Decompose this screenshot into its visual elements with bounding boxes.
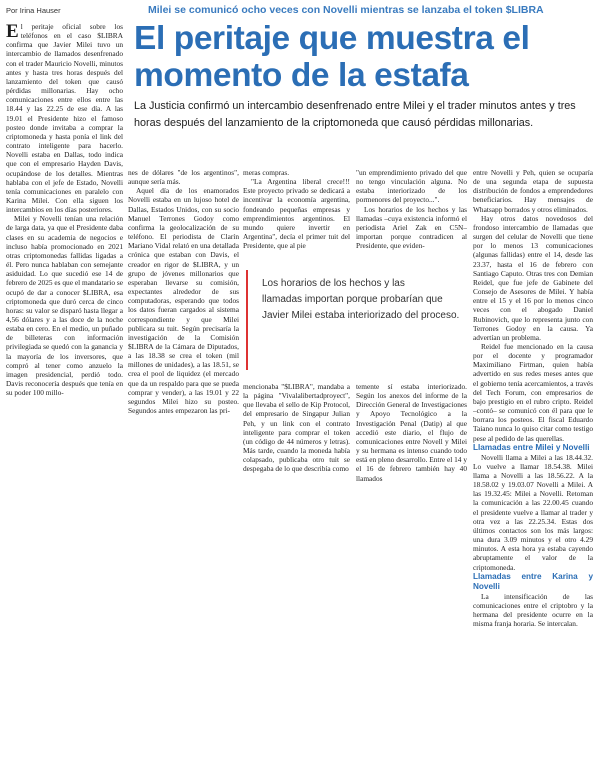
article-paragraph: Novelli llama a Milei a las 18.44.32. Lo vuelve a llamar 18.54.38. Milei llama a Novelli a las 18.56.22. A la 18.58.02 y 19.03.07 Novelli a Milei. A las 19.32.45: Milei a Novelli. Retoman la comunicación a las 22.00.45 cuando el presidente vuelve a llamar al trader y otra vez a las 22.25.34. Estas dos últimos contactos son los más largos: una dura 3.09 minutos y el otro 4.29 minutos. A esta hora ya estaba cayendo abruptamente el valor de la criptomoneda. (473, 452, 593, 572)
section-heading-karina-novelli: Llamadas entre Karina y Novelli (473, 571, 593, 591)
article-column-3-bottom (243, 382, 350, 764)
article-paragraph: meras compras. (243, 168, 290, 177)
article-paragraph: La intensificación de las comunicaciones entre el criptobro y la hermana del presidente ocurre en la misma franja horaria. Se intercalan. (473, 591, 593, 629)
pull-quote-line: llamadas importan porque probarían que (262, 294, 443, 305)
article-paragraph: temente sí estaba interiorizado. Según los anexos del informe de la Dirección General de Investigaciones y Apoyo Tecnológico a la Investigación Penal (Datip) al que accedió este diario, el flujo de comunicaciones entre Novell y Milei y su hermana es intenso cuando todo está en pleno desarrollo. Entre el 14 y el 16 de febrero también hay 40 llamados (356, 382, 467, 483)
article-paragraph: Aquel día de los enamorados Novelli estaba en un lujoso hotel de Dallas, Estados Unidos, con su socio Manuel Terrones Godoy como confirma la geolocalización de su teléfono. El periodista de Clarín Mariano Vidal relató en una detallada crónica que estaban con Davis, el creador en rigor de $LIBRA, y un grupo de jóvenes millonarios que esperaban llevarse su comisión, expectantes alrededor de sus computadoras, esperando que todos los datos fueran cargados al sistema correspondiente y que Milei publicara su tuit. Según precisaría la investigación de la Comisión $LIBRA de la Cámara de Diputados, a las 18.38 se crea el token (mil millones de unidades), a las 18.51, se crea el pool de liquidez (el mercado que da un respaldo para que se pueda comprar y vender), a las 19.01 y 22 segundos Milei hizo su posteo. Segundos antes empezaron las pri- (128, 186, 239, 416)
article-column-5 (473, 168, 593, 764)
article-paragraph: Reidel fue mencionado en la causa por el docente y programador Maximiliano Firtman, quien había advertido en sus redes meses antes que el gobierno tenía acercamientos, a través del Tech Forum, con empresarios de bajo prestigio en el rubro cripto. Reidel –contó– se comunicó con él para que le borrara los posteos. El fiscal Eduardo Taiano nunca lo quiso citar como testigo pese al pedido de las querellas. (473, 341, 593, 443)
kicker: Milei se comunicó ocho veces con Novelli mientras se lanzaba el token $LIBRA (148, 4, 544, 16)
byline: Por Irina Hauser (6, 6, 61, 15)
dropcap: E (6, 22, 19, 42)
article-paragraph: entre Novelli y Peh, quien se ocuparía de una segunda etapa de supuesta distribución de fondos a emprendedores beneficiarios. Hay mensajes de Whatsapp borrados y otros eliminados. (473, 168, 593, 214)
article-column-3-top (243, 168, 350, 260)
article-column-2 (128, 168, 239, 764)
pull-quote (246, 270, 462, 370)
article-paragraph: "La Argentina liberal crece!!! Este proyecto privado se dedicará a incentivar la economía argentina, fondeando pequeñas empresas y emprendimientos argentinos. El mundo quiere invertir en Argentina", decía el primer tuit del Presidente, que al pie (243, 177, 350, 251)
pull-quote-line: Los horarios de los hechos y las (262, 278, 405, 289)
article-paragraph (6, 22, 123, 214)
article-paragraph: Milei y Novelli tenían una relación de larga data, ya que el Presidente daba clases en su academia de negocios e incluso había promocionado en 2021 otras criptomonedas fallidas ligadas a él. Pero nunca hablaban con semejante asiduidad. Lo que sucedió ese 14 de febrero de 2025 es que el mandatario se ocupó de dar a conocer $LIBRA, esa criptomoneda que duró cerca de cinco horas: su valor se disparó hasta llegar a 4,56 dólares y a las doce de la noche estaba en cero. En el medio, un puñado de billeteras con información privilegiada se quedó con la ganancia y la mayoría de los inversores, que compró al tener como anzuelo la imagen presidencial, perdió todo. Davis reconocería después que tenía en su poder 100 millo- (6, 214, 123, 398)
article-column-4-top (356, 168, 467, 260)
article-column-1 (6, 22, 123, 762)
article-paragraph: "un emprendimiento privado del que no tengo vinculación alguna. No estaba interiorizado de los pormenores del proyecto...". (356, 168, 467, 205)
headline: El peritaje que muestra el momento de la estafa (134, 20, 530, 94)
paragraph-text: l peritaje oficial sobre los teléfonos en el caso $LIBRA confirma que Javier Milei tuvo un intercambio de llamados desenfrenado con el trader Mauricio Novelli, minutos antes y hasta tres horas después del lanzamiento del token que causó pérdidas millonarias. Hay ocho comunicaciones entre ellos entre las 18.44 y las 22.25 de ese día. A las 19.01 el Presidente hizo el famoso posteo donde invitaba a comprar la criptomoneda y hasta ponía el link del contrato inteligente para hacerlo. Novelli estaba en Dallas, todo indica que con el empresario Hayden Davis, ocupándose de los detalles. Mientras hablaba con el jefe de Estado, Novelli tenía comunicaciones en paralelo con Karina Milei. Con ella siguen los intercambios en los días posteriores. (6, 22, 123, 215)
pull-quote-line: Javier Milei estaba interiorizado del proceso. (262, 310, 460, 321)
article-column-4-bottom (356, 382, 467, 764)
article-paragraph: nes de dólares "de los argentinos", aunque sería más. (128, 168, 239, 187)
article-paragraph: Los horarios de los hechos y las llamadas –cuya existencia informó el periodista Ariel Zak en C5N– importan porque contradicen al Presidente, que eviden- (356, 204, 467, 251)
section-heading-milei-novelli: Llamadas entre Milei y Novelli (473, 442, 590, 452)
subhead: La Justicia confirmó un intercambio desenfrenado entre Milei y el trader minutos antes y tres horas después del lanzamiento de la criptomoneda que causó pérdidas millonarias. (134, 100, 576, 129)
article-paragraph: Hay otros datos novedosos del frondoso intercambio de llamadas que surgen del celular de Novelli que tiene por lo menos 13 comunicaciones (algunas fallidas) entre el 14, desde las 23.37, hasta el 16 de febrero con Santiago Caputo. Otras tres con Demian Reidel, que fue jefe de Gabinete del Consejo de Asesores de Milei. Y había entre el 15 y el 16 por lo menos cinco veces con el abogado Daniel Rubinovich, que lo representa junto con Terrones Godoy en la causa. Ya advertían un problema. (473, 213, 593, 342)
article-paragraph: mencionaba "$LIBRA", mandaba a la página "Vivalalibertadproyect", que llevaba el sello de Kip Protocol, del empresario de Singapur Julian Peh, y un link con el contrato inteligente para comprar el token (un código de 44 números y letras). Más tarde, cuando la moneda había colapsado, publicaba otro tuit se despegaba de lo que describía como (243, 382, 350, 474)
